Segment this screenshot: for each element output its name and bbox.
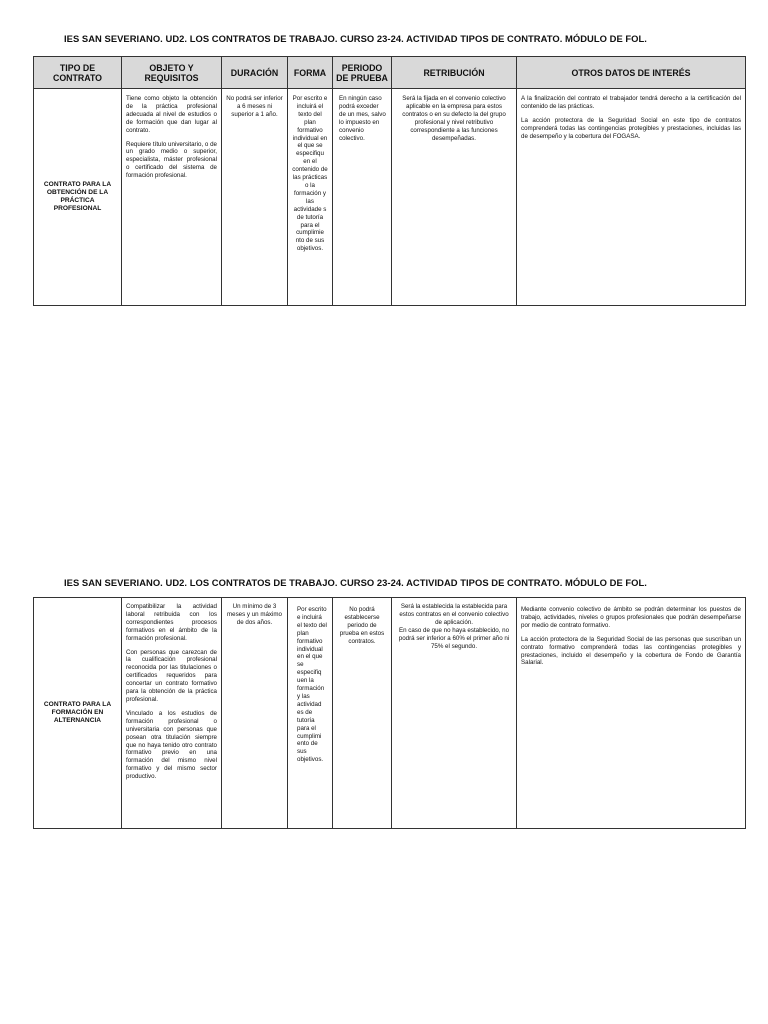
retribucion-text: Será la establecida la establecida para estos contratos en el convenio colectivo de aplicación. <box>399 603 509 626</box>
otros-text: A la finalización del contrato el trabajador tendrá derecho a la certificación del contenido de las prácticas. <box>521 95 741 110</box>
contract-type-cell: CONTRATO PARA LA OBTENCIÓN DE LA PRÁCTICA PROFESIONAL <box>34 89 122 306</box>
retribucion-text: Será la fijada en el convenio colectivo aplicable en la empresa para estos contratos o en su defecto la del grupo profesional y nivel retributivo correspondiente a las funciones desempeñadas. <box>402 95 506 142</box>
document-header: IES SAN SEVERIANO. UD2. LOS CONTRATOS DE TRABAJO. CURSO 23-24. ACTIVIDAD TIPOS DE CONTRATO. MÓDULO DE FOL. <box>64 577 647 588</box>
otros-cell <box>517 89 746 306</box>
otros-text: La acción protectora de la Seguridad Social en este tipo de contratos comprenderá todas las contingencias protegibles y prestaciones, incluidas las de desempeño y la cobertura del FOGASA. <box>521 116 741 140</box>
document-header: IES SAN SEVERIANO. UD2. LOS CONTRATOS DE TRABAJO. CURSO 23-24. ACTIVIDAD TIPOS DE CONTRATO. MÓDULO DE FOL. <box>64 33 647 44</box>
col-header-periodo: PERIODO DE PRUEBA <box>333 57 392 89</box>
otros-text: La acción protectora de la Seguridad Social de las personas que suscriban un contrato formativo comprenderá todas las contingencias protegibles y prestaciones, incluido el desempeño y la cobertura de Fondo de Garantía Salarial. <box>521 635 741 667</box>
col-header-duracion: DURACIÓN <box>222 57 288 89</box>
forma-cell <box>288 89 333 306</box>
table-row <box>34 89 746 306</box>
periodo-cell <box>333 89 392 306</box>
objeto-text: Tiene como objeto la obtención de la práctica profesional adecuada al nivel de estudios o de formación que dan lugar al contrato. <box>126 95 217 134</box>
forma-text: Por escrito e incluirá el texto del plan formativo individual en el que se especifiq uen la formación y las actividad es de tutoría para el cumplimi ento de sus objetivos. <box>297 606 327 764</box>
retribucion-cell <box>392 89 517 306</box>
otros-cell <box>517 598 746 829</box>
contract-table-alternancia <box>33 597 746 829</box>
objeto-cell <box>122 89 222 306</box>
table-header-row <box>34 57 746 89</box>
col-header-objeto: OBJETO Y REQUISITOS <box>122 57 222 89</box>
objeto-text: Vinculado a los estudios de formación profesional o universitaria con personas que posean otra titulación siempre que no haya tenido otro contrato formativo previo en una formación del mismo nivel formativo y del mismo sector productivo. <box>126 709 217 781</box>
col-header-otros: OTROS DATOS DE INTERÉS <box>517 57 746 89</box>
retribucion-text: En caso de que no haya establecido, no podrá ser inferior a 60% el primer año ni 75% el segundo. <box>398 626 510 650</box>
periodo-cell <box>333 598 392 829</box>
objeto-text: Con personas que carezcan de la cualificación profesional reconocida por las titulaciones o certificados requeridos para concertar un contrato formativo para la obtención de la práctica profesional. <box>126 648 217 703</box>
objeto-text: Requiere título universitario, o de un grado medio o superior, especialista, máster profesional o certificado del sistema de formación profesional. <box>126 140 217 180</box>
contract-type-cell: CONTRATO PARA LA FORMACIÓN EN ALTERNANCIA <box>34 598 122 829</box>
objeto-text: Compatibilizar la actividad laboral retribuida con los correspondientes procesos formativos en el ámbito de la formación profesional. <box>126 603 217 642</box>
forma-cell <box>288 598 333 829</box>
forma-text: Por escrito e incluirá el texto del plan formativo individual en el que se especifiqu en el contenido de las prácticas o la formación y las actividade s de tutoría para el cumplimie nto de sus objetivos. <box>292 95 328 253</box>
contract-table-practica <box>33 56 746 306</box>
periodo-text: En ningún caso podrá exceder de un mes, salvo lo impuesto en convenio colectivo. <box>339 95 386 142</box>
table-row <box>34 598 746 829</box>
col-header-retribucion: RETRIBUCIÓN <box>392 57 517 89</box>
objeto-cell <box>122 598 222 829</box>
duracion-text: No podrá ser inferior a 6 meses ni superior a 1 año. <box>226 95 283 118</box>
retribucion-cell <box>392 598 517 829</box>
duracion-cell <box>222 598 288 829</box>
duracion-cell <box>222 89 288 306</box>
otros-text: Mediante convenio colectivo de ámbito se podrán determinar los puestos de trabajo, actividades, niveles o grupos profesionales que podrán desempeñarse por medio de contrato formativo. <box>521 606 741 629</box>
periodo-text: No podrá establecerse periodo de prueba en estos contratos. <box>339 606 385 645</box>
col-header-forma: FORMA <box>288 57 333 89</box>
duracion-text: Un mínimo de 3 meses y un máximo de dos años. <box>226 603 283 626</box>
col-header-tipo: TIPO DE CONTRATO <box>34 57 122 89</box>
